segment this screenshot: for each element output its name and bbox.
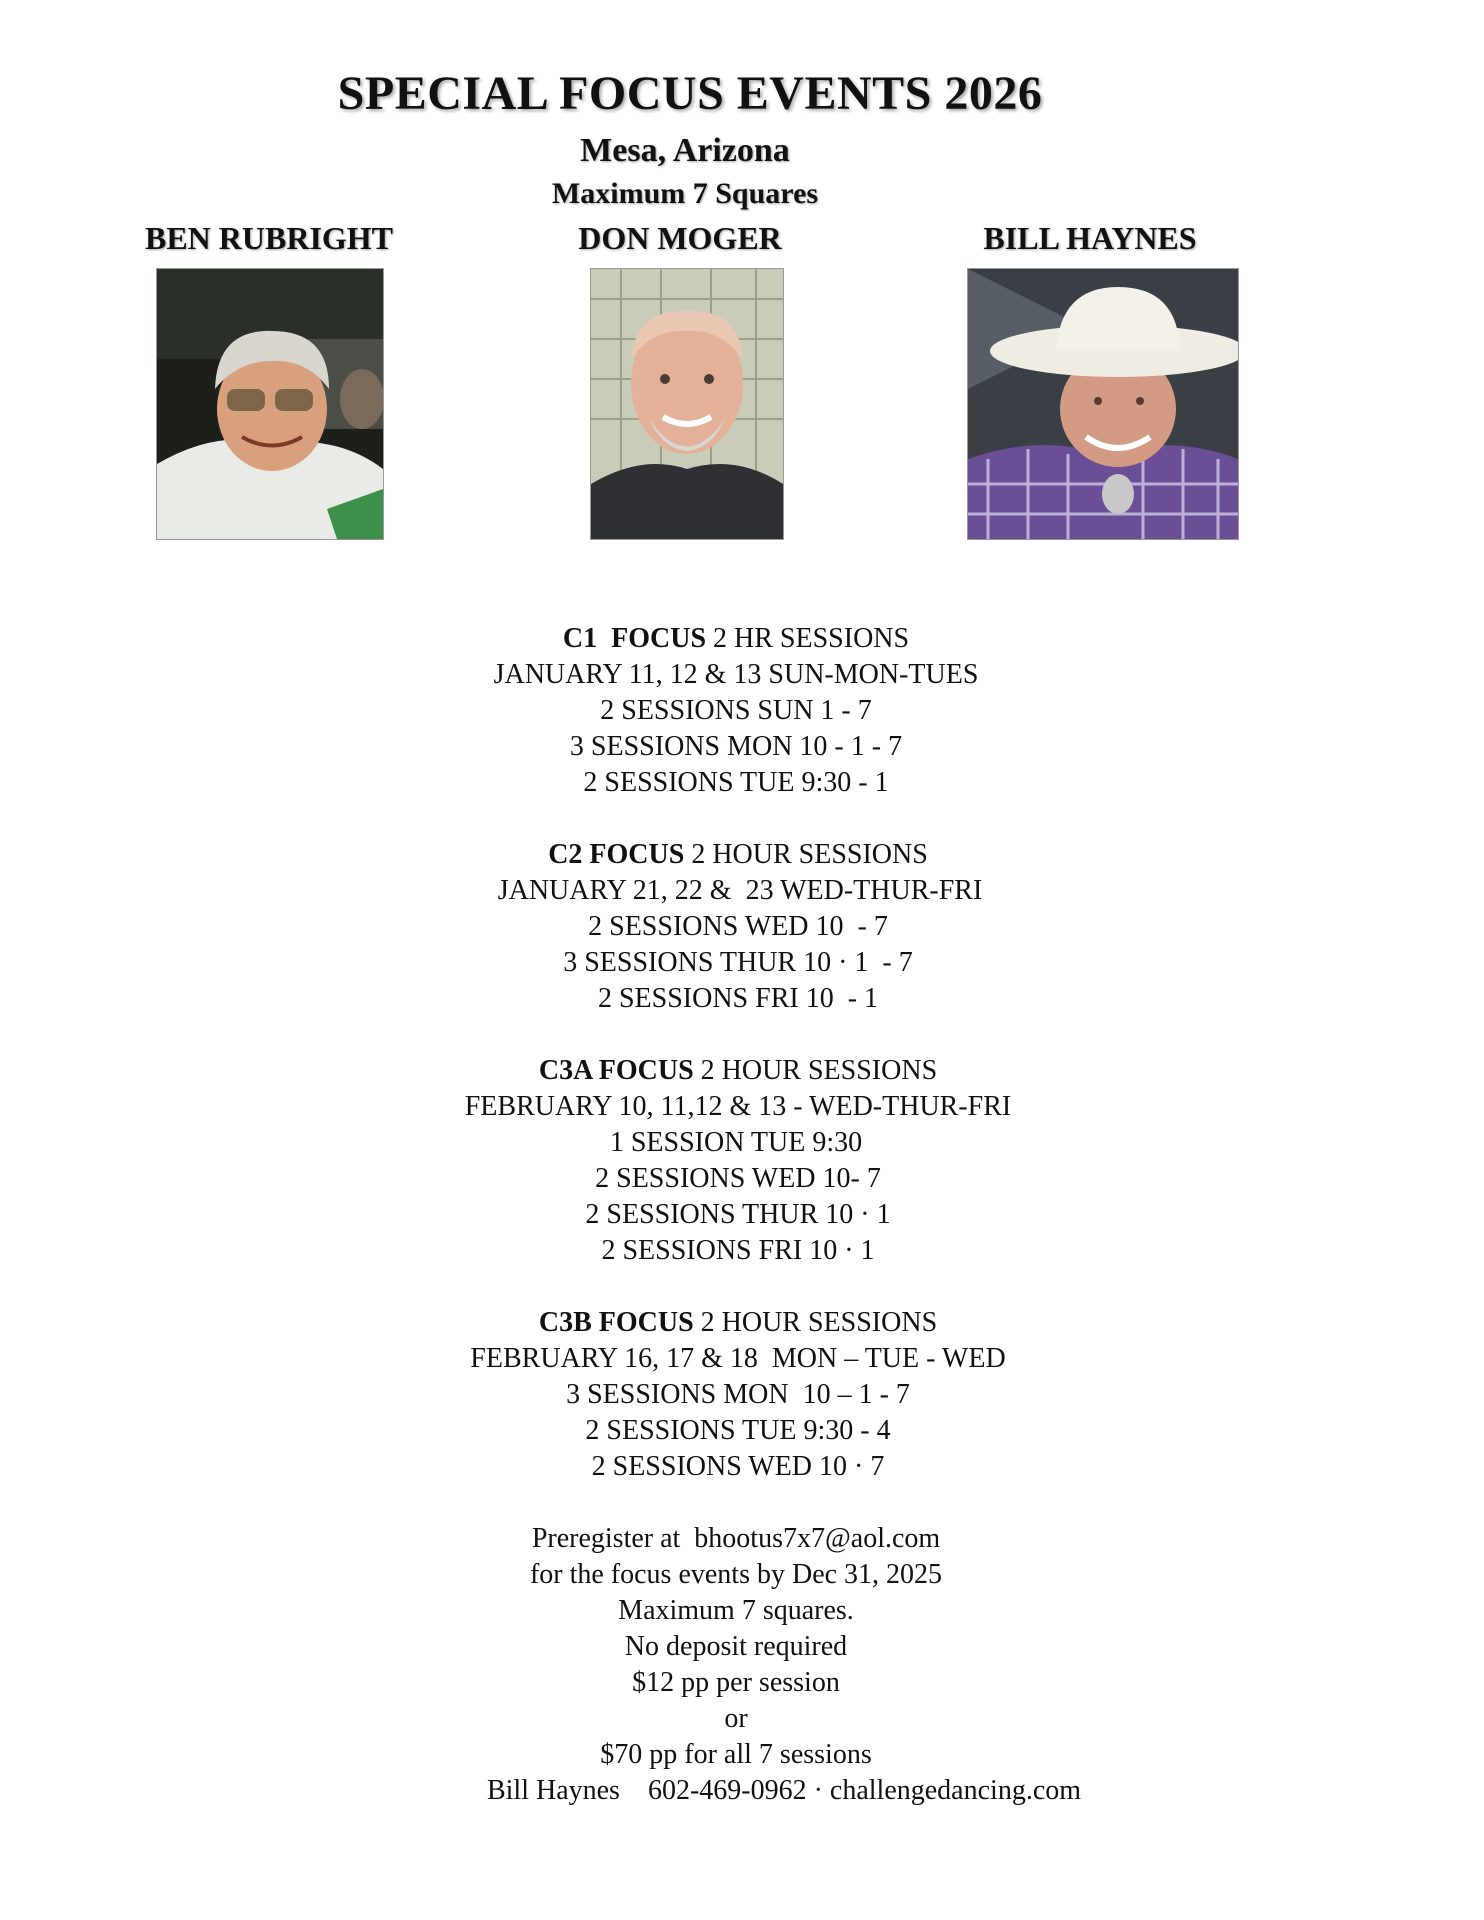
event-format: 2 HOUR SESSIONS: [693, 1055, 938, 1086]
price-all-sessions-line: $70 pp for all 7 sessions: [600, 1739, 872, 1770]
event-session-line: 3 SESSIONS MON 10 - 1 - 7: [569, 731, 903, 762]
event-session-line: 2 SESSIONS TUE 9:30 - 4: [585, 1415, 891, 1446]
price-per-session-line: $12 pp per session: [632, 1667, 840, 1698]
event-heading-c1: [0, 621, 1478, 657]
event-format: 2 HOUR SESSIONS: [684, 839, 928, 870]
event-heading-c3b: [0, 1305, 1480, 1341]
event-dates-c3b: FEBRUARY 16, 17 & 18 MON – TUE - WED: [470, 1343, 1006, 1374]
event-level: C1 FOCUS: [562, 623, 707, 654]
event-format: 2 HOUR SESSIONS: [693, 1307, 938, 1338]
event-session-line: 3 SESSIONS THUR 10 · 1 - 7: [563, 947, 913, 978]
event-heading-c3a: [0, 1053, 1480, 1089]
event-level: C3A FOCUS: [538, 1055, 694, 1086]
caller-photo-ben-rubright: [156, 268, 384, 540]
event-dates-c1: JANUARY 11, 12 & 13 SUN-MON-TUES: [493, 659, 979, 690]
event-session-line: 2 SESSIONS WED 10- 7: [595, 1163, 881, 1194]
caller-photo-bill-haynes: [967, 268, 1239, 540]
or-line: or: [724, 1703, 748, 1734]
event-session-line: 2 SESSIONS WED 10 - 7: [588, 911, 888, 942]
event-session-line: 2 SESSIONS FRI 10 · 1: [601, 1235, 875, 1266]
maximum-squares-line: Maximum 7 squares.: [618, 1595, 854, 1626]
caller-name-bill-haynes: BILL HAYNES: [983, 220, 1197, 256]
event-format: 2 HR SESSIONS: [706, 623, 910, 654]
event-session-line: 2 SESSIONS THUR 10 · 1: [585, 1199, 891, 1230]
deadline-line: for the focus events by Dec 31, 2025: [529, 1559, 943, 1590]
event-session-line: 3 SESSIONS MON 10 – 1 - 7: [566, 1379, 910, 1410]
contact-line: Bill Haynes 602-469-0962 · challengedancing.com: [486, 1775, 1082, 1806]
event-session-line: 1 SESSION TUE 9:30: [609, 1127, 863, 1158]
caller-name-don-moger: DON MOGER: [578, 220, 782, 256]
event-dates-c2: JANUARY 21, 22 & 23 WED-THUR-FRI: [497, 875, 983, 906]
event-dates-c3a: FEBRUARY 10, 11,12 & 13 - WED-THUR-FRI: [464, 1091, 1012, 1122]
deposit-line: No deposit required: [624, 1631, 848, 1662]
page-title: SPECIAL FOCUS EVENTS 2026: [337, 67, 1043, 120]
event-session-line: 2 SESSIONS SUN 1 - 7: [600, 695, 872, 726]
event-level: C3B FOCUS: [538, 1307, 694, 1338]
event-session-line: 2 SESSIONS FRI 10 - 1: [597, 983, 879, 1014]
caller-name-ben-rubright: BEN RUBRIGHT: [144, 220, 394, 256]
event-session-line: 2 SESSIONS WED 10 · 7: [591, 1451, 885, 1482]
event-level: C2 FOCUS: [548, 839, 685, 870]
event-heading-c2: [0, 837, 1480, 873]
event-session-line: 2 SESSIONS TUE 9:30 - 1: [583, 767, 889, 798]
caller-photo-don-moger: [590, 268, 784, 540]
preregister-line: Preregister at bhootus7x7@aol.com: [531, 1523, 941, 1554]
square-limit: Maximum 7 Squares: [551, 177, 819, 210]
location: Mesa, Arizona: [580, 132, 790, 169]
